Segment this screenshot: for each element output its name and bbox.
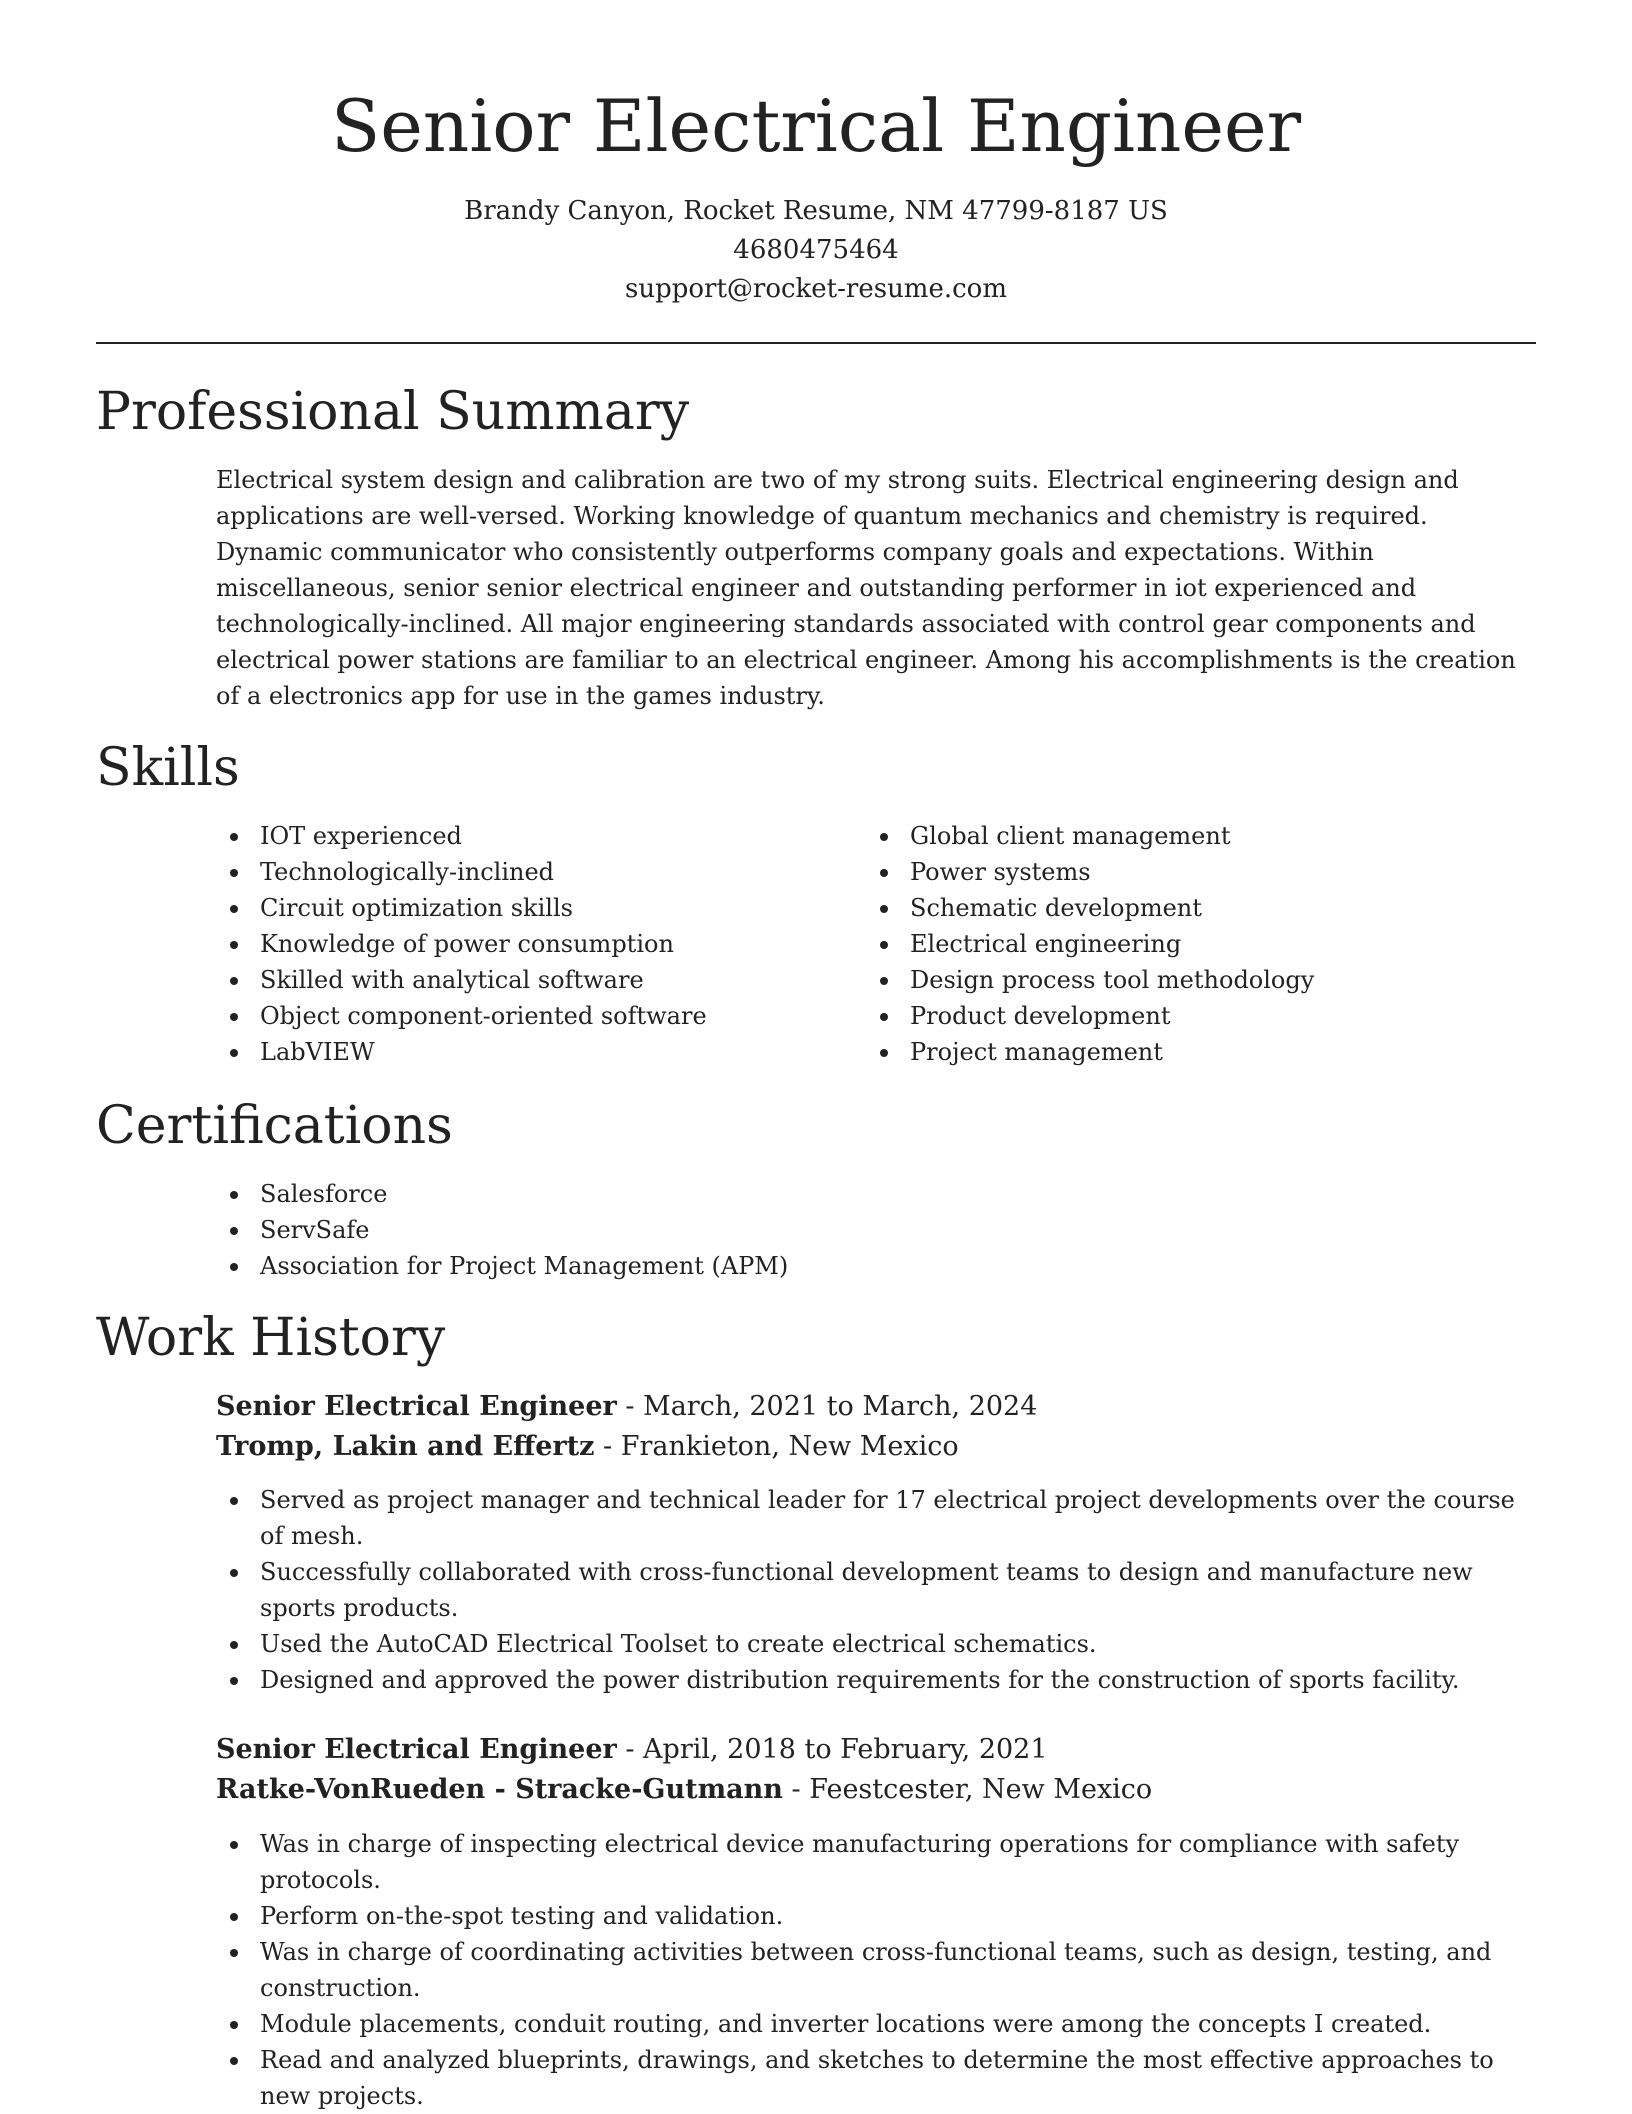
list-item: LabVIEW	[216, 1034, 816, 1070]
skills-list-left	[216, 818, 816, 1070]
list-item: IOT experienced	[216, 818, 816, 854]
summary-heading: Professional Summary	[96, 382, 690, 442]
certifications-list	[216, 1176, 1116, 1284]
skills-list-right	[866, 818, 1466, 1070]
email: support@rocket-resume.com	[624, 274, 1007, 304]
job-company: Tromp, Lakin and Effertz	[216, 1431, 595, 1462]
job-company-line	[216, 1427, 1536, 1467]
list-item: Circuit optimization skills	[216, 890, 816, 926]
list-item: Global client management	[866, 818, 1466, 854]
list-item: Schematic development	[866, 890, 1466, 926]
list-item: Perform on-the-spot testing and validation.	[216, 1898, 1536, 1934]
address: Brandy Canyon, Rocket Resume, NM 47799-8187 US	[464, 196, 1168, 226]
list-item: ServSafe	[216, 1212, 1116, 1248]
work-history-heading: Work History	[96, 1308, 446, 1368]
list-item: Electrical engineering	[866, 926, 1466, 962]
page-title: Senior Electrical Engineer	[330, 84, 1302, 168]
job-location: - Frankieton, New Mexico	[594, 1431, 959, 1462]
list-item: Successfully collaborated with cross-functional development teams to design and manufacture new sports products.	[216, 1554, 1536, 1626]
list-item: Project management	[866, 1034, 1466, 1070]
job-location: - Feestcester, New Mexico	[782, 1774, 1153, 1805]
list-item: Read and analyzed blueprints, drawings, and sketches to determine the most effective approaches to new projects.	[216, 2042, 1536, 2114]
certifications-heading: Certifications	[96, 1096, 453, 1156]
list-item: Was in charge of inspecting electrical device manufacturing operations for compliance with safety protocols.	[216, 1826, 1536, 1898]
list-item: Designed and approved the power distribution requirements for the construction of sports facility.	[216, 1662, 1536, 1698]
list-item: Technologically-inclined	[216, 854, 816, 890]
list-item: Served as project manager and technical leader for 17 electrical project developments over the course of mesh.	[216, 1482, 1536, 1554]
job-company-line	[216, 1770, 1536, 1810]
header-divider	[96, 342, 1536, 344]
job-title: Senior Electrical Engineer	[216, 1734, 617, 1765]
summary-text: Electrical system design and calibration are two of my strong suits. Electrical engineering design and applications are well-versed. Working knowledge of quantum mechanics and chemistry is required. Dynamic communicator who consistently outperforms company goals and expectations. Within miscellaneous, senior senior electrical engineer and outstanding performer in iot experienced and technologically-inclined. All major engineering standards associated with control gear components and electrical power stations are familiar to an electrical engineer. Among his accomplishments is the creation of a electronics app for use in the games industry.	[216, 466, 1516, 710]
list-item: Used the AutoCAD Electrical Toolset to create electrical schematics.	[216, 1626, 1536, 1662]
phone: 4680475464	[733, 235, 899, 265]
list-item: Design process tool methodology	[866, 962, 1466, 998]
job-bullets	[216, 1482, 1536, 1698]
job-dates: - March, 2021 to March, 2024	[616, 1391, 1038, 1422]
list-item: Was in charge of coordinating activities between cross-functional teams, such as design, testing, and construction.	[216, 1934, 1536, 2006]
list-item: Skilled with analytical software	[216, 962, 816, 998]
job-title-line	[216, 1387, 1536, 1427]
skills-heading: Skills	[96, 738, 240, 798]
list-item: Salesforce	[216, 1176, 1116, 1212]
contact-block	[0, 192, 1632, 309]
list-item: Module placements, conduit routing, and inverter locations were among the concepts I created.	[216, 2006, 1536, 2042]
job-title-line	[216, 1730, 1536, 1770]
list-item: Association for Project Management (APM)	[216, 1248, 1116, 1284]
job-company: Ratke-VonRueden - Stracke-Gutmann	[216, 1774, 783, 1805]
job-bullets	[216, 1826, 1536, 2114]
list-item: Product development	[866, 998, 1466, 1034]
job-title: Senior Electrical Engineer	[216, 1391, 617, 1422]
list-item: Object component-oriented software	[216, 998, 816, 1034]
list-item: Knowledge of power consumption	[216, 926, 816, 962]
job-dates: - April, 2018 to February, 2021	[616, 1734, 1048, 1765]
list-item: Power systems	[866, 854, 1466, 890]
